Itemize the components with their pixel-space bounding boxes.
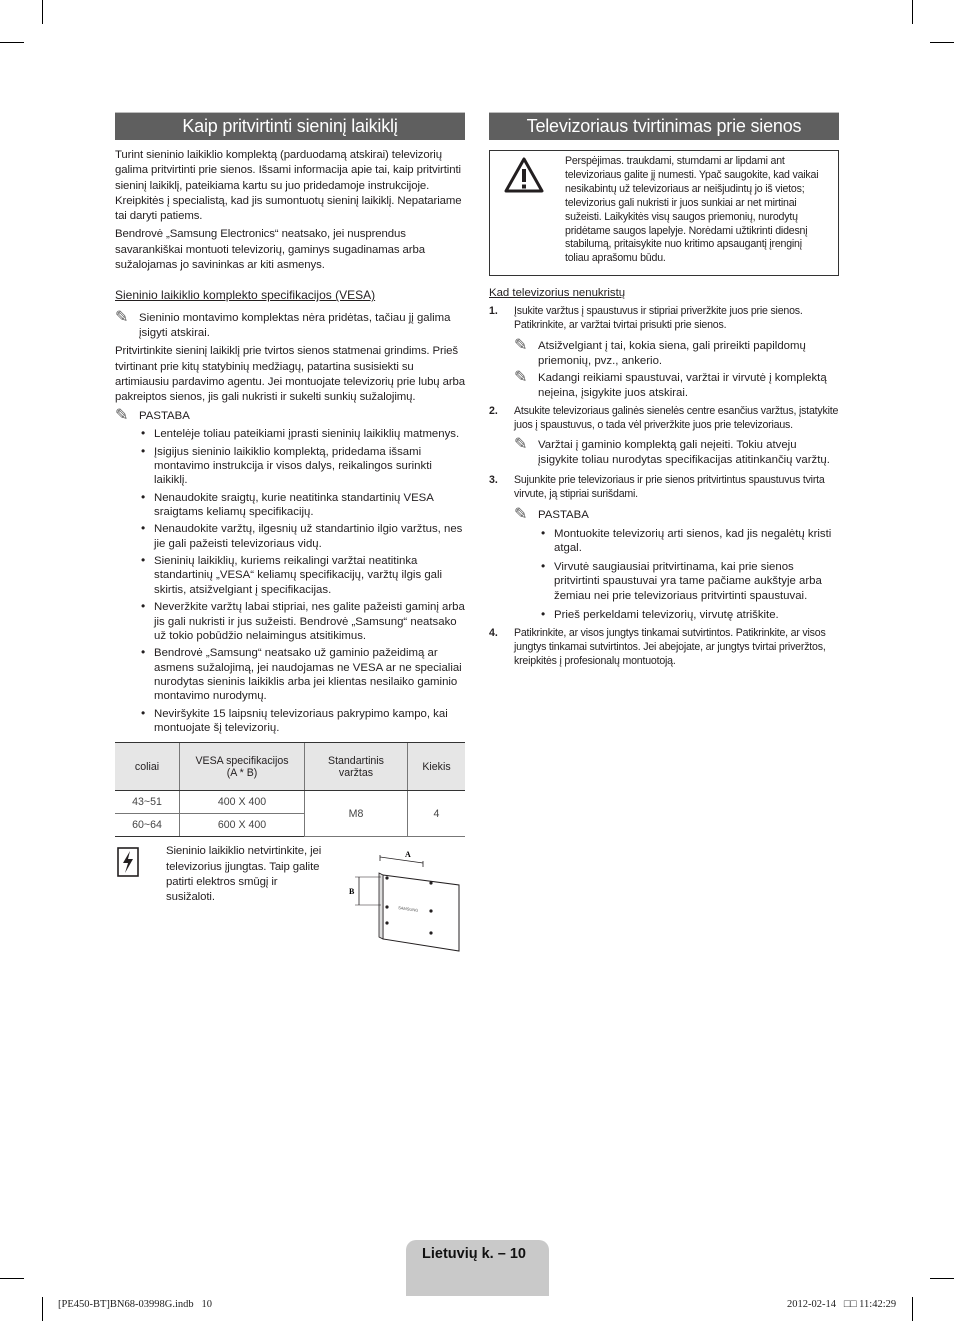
note-text: Varžtai į gaminio komplektą gali neįeiti. Tokiu atveju įsigykite toliau nurodytas specifikacijas atitinkančių varžtų. bbox=[538, 439, 830, 466]
note-text: Atsižvelgiant į tai, kokia siena, gali prireikti papildomų priemonių, pvz., ankerio. bbox=[538, 340, 806, 367]
section-title-wall-mount: Kaip pritvirtinti sieninį laikiklį bbox=[115, 112, 465, 140]
step-item bbox=[489, 473, 839, 622]
mounting-paragraph: Pritvirtinkite sieninį laikiklį prie tvirtos sienos statmenai grindims. Prieš tvirtinant prie kitų statybinių medžiagų, patartina susisiekti su artimiausiu pardavimo agentu. Jei montuojate televizorių prie lubų arba pakreiptos sienos, jis gali nukristi ir sukelti sunkių sužalojimų. bbox=[115, 345, 466, 404]
anti-fall-heading: Kad televizorius nenukristų bbox=[489, 287, 626, 299]
pencil-note-icon: ✎ bbox=[514, 337, 528, 354]
wall-mount-section bbox=[115, 112, 465, 967]
crop-mark bbox=[930, 42, 954, 43]
step-number: 1. bbox=[489, 305, 498, 317]
list-item: • Prieš perkeldami televizorių, virvutę atriškite. bbox=[554, 608, 839, 622]
list-item: • Neveržkite varžtų labai stipriai, nes galite pažeisti gaminį arba jis gali nukristi ir jus sužeisti. Bendrovė „Samsung“ neatsako už tokio pobūdžio nelaimingus atsitikimus. bbox=[154, 600, 465, 643]
pencil-note-icon: ✎ bbox=[514, 436, 528, 453]
list-item: • Įsigijus sieninio laikiklio komplektą, pridedama išsami montavimo instrukcija ir visos dalys, reikalingos surinkti laikiklį. bbox=[154, 445, 465, 488]
warning-triangle-icon bbox=[504, 157, 544, 193]
pencil-note-icon: ✎ bbox=[514, 369, 528, 386]
mounting-notes-list bbox=[115, 427, 465, 735]
crop-mark bbox=[42, 0, 43, 24]
table-header: Kiekis bbox=[408, 743, 466, 791]
footer-file-info: [PE450-BT]BN68-03998G.indb 10 bbox=[58, 1299, 212, 1310]
list-item: • Nenaudokite sraigtų, kurie neatitinka standartinių VESA sraigtams keliamų specifikacijų. bbox=[154, 491, 465, 520]
step-text: Sujunkite prie televizoriaus ir prie sienos pritvirtintus spaustuvus tvirta virvute, ją stipriai surišdami. bbox=[514, 474, 825, 500]
step-note-header bbox=[514, 508, 839, 523]
table-cell-vesa: 600 X 400 bbox=[180, 814, 305, 837]
step-note bbox=[514, 371, 839, 400]
anti-fall-steps bbox=[489, 304, 839, 668]
pencil-note-icon: ✎ bbox=[514, 506, 528, 523]
step-note bbox=[514, 438, 839, 467]
table-cell-inch: 43~51 bbox=[115, 791, 180, 814]
crop-mark bbox=[912, 0, 913, 24]
step-item bbox=[489, 304, 839, 400]
table-cell-inch: 60~64 bbox=[115, 814, 180, 837]
section-title-wall-securing: Televizoriaus tvirtinimas prie sienos bbox=[489, 112, 839, 140]
intro-paragraph: Turint sieninio laikiklio komplektą (parduodamą atskirai) televizorių galima pritvirtinti prie sienos. Išsami informacija apie tai, kaip pritvirtinti sieninį laikiklį, pateikiama kartu su juo pridedamoje instrukcijoje. Kreipkitės į specialistą, kad jis sumontuotų sieninį laikiklį. Nepatariame tai daryti patiems. bbox=[115, 149, 462, 223]
crop-mark bbox=[912, 1297, 913, 1321]
pencil-note-icon: ✎ bbox=[115, 406, 129, 424]
caution-label: Perspėjimas. bbox=[565, 155, 624, 167]
step-text: Įsukite varžtus į spaustuvus ir stipriai priveržkite juos prie sienos. Patikrinkite, ar varžtai tvirtai prisukti prie sienos. bbox=[514, 305, 803, 331]
pencil-note-icon: ✎ bbox=[115, 309, 129, 327]
step-notes-list bbox=[514, 527, 839, 623]
wall-mount-diagram bbox=[343, 847, 463, 955]
step-text: Patikrinkite, ar visos jungtys tinkamai sutvirtintos. Patikrinkite, ar visos jungtys tinkamai sutvirtintos. Jei abejojate, ar jungtys tvirtai priveržtos, kreipkitės į profesionalų montuotoją. bbox=[514, 627, 826, 668]
crop-mark bbox=[0, 42, 24, 43]
disclaimer-paragraph: Bendrovė „Samsung Electronics“ neatsako, jei nusprendus savarankiškai montuoti televizorių, gaminys sugadinamas arba sužalojamas jo savininkas ar kiti asmenys. bbox=[115, 228, 425, 272]
crop-mark bbox=[930, 1278, 954, 1279]
table-cell-vesa: 400 X 400 bbox=[180, 791, 305, 814]
list-item: • Neviršykite 15 laipsnių televizoriaus pakrypimo kampo, kai montuojate šį televizorių. bbox=[154, 707, 465, 736]
shock-warning-text: Sieninio laikiklio netvirtinkite, jei televizorius įjungtas. Taip galite patirti elektros smūgį ir susižaloti. bbox=[166, 845, 322, 904]
diagram-label-a: A bbox=[405, 850, 411, 860]
table-row bbox=[115, 791, 465, 814]
list-item: • Lentelėje toliau pateikiami įprasti sieninių laikiklių matmenys. bbox=[154, 427, 465, 441]
shock-warning-block bbox=[115, 847, 465, 967]
step-number: 3. bbox=[489, 474, 498, 486]
table-header: coliai bbox=[115, 743, 180, 791]
vesa-spec-heading: Sieninio laikiklio komplekto specifikacijos (VESA) bbox=[115, 288, 376, 303]
step-number: 2. bbox=[489, 405, 498, 417]
list-item: • Nenaudokite varžtų, ilgesnių už standartinio ilgio varžtus, nes jie gali pažeisti televizoriaus vidų. bbox=[154, 522, 465, 551]
tv-wall-securing-section bbox=[489, 112, 839, 668]
list-item: • Montuokite televizorių arti sienos, kad jis negalėtų kristi atgal. bbox=[554, 527, 839, 556]
step-text: Atsukite televizoriaus galinės sienelės centre esančius varžtus, įstatykite juos į spaustuvus, o tada vėl priveržkite juos prie televizoriaus. bbox=[514, 405, 839, 431]
vesa-spec-table bbox=[115, 742, 465, 837]
note-text: Sieninio montavimo komplektas nėra pridėtas, tačiau jį galima įsigyti atskirai. bbox=[139, 312, 451, 339]
note-label: PASTABA bbox=[139, 409, 190, 422]
page-label: Lietuvių k. – 10 bbox=[422, 1246, 526, 1262]
note-header bbox=[115, 406, 465, 424]
crop-mark bbox=[42, 1297, 43, 1321]
list-item: • Bendrovė „Samsung“ neatsako už gaminio pažeidimą ar asmens sužalojimą, jei naudojamas ne VESA ar ne specialiai nurodytas sieninis laikiklis arba jei klientas nesilaiko gaminio montavimo nurodymų. bbox=[154, 646, 465, 703]
caution-box bbox=[489, 150, 839, 276]
caution-text bbox=[565, 155, 825, 266]
step-note bbox=[514, 339, 839, 368]
note-kit-not-included bbox=[115, 311, 465, 340]
footer-timestamp: 2012-02-14 □□ 11:42:29 bbox=[787, 1299, 897, 1310]
table-header: VESA specifikacijos (A * B) bbox=[180, 743, 305, 791]
note-label: PASTABA bbox=[538, 509, 589, 521]
table-header: Standartinis varžtas bbox=[305, 743, 408, 791]
table-cell-qty: 4 bbox=[408, 791, 466, 837]
step-number: 4. bbox=[489, 627, 498, 640]
crop-mark bbox=[0, 1278, 24, 1279]
caution-body: traukdami, stumdami ar lipdami ant televizoriaus galite jį numesti. Ypač saugokite, kad vaikai nesikabintų už televizoriaus ar neišjudintų jo iš vietos; televizorius gali nukristi ir juos sunkiai ar net mirtinai sužeisti. Laikykitės visų saugos priemonių, nurodytų pridėtame saugos lapelyje. Norėdami užtikrinti didesnį stabilumą, pritaisykite nuo kritimo apsaugantį įrenginį toliau aprašomu būdu. bbox=[565, 155, 819, 265]
diagram-logo: SAMSUNG bbox=[397, 905, 419, 914]
list-item: • Sieninių laikiklių, kuriems reikalingi varžtai neatitinka standartinių „VESA“ keliamų specifikacijų, varžtų ilgis gali skirtis, atsižvelgiant į specifikacijas. bbox=[154, 554, 465, 597]
diagram-label-b: B bbox=[349, 887, 355, 897]
table-cell-screw: M8 bbox=[305, 791, 408, 837]
list-item: • Virvutė saugiausiai pritvirtinama, kai prie sienos pritvirtinti spaustuvai yra tame pačiame aukštyje arba žemiau nei prie televizoriaus pritvirtinti spaustuvai. bbox=[554, 560, 839, 603]
step-item bbox=[489, 404, 839, 467]
page-number-tab bbox=[406, 1240, 549, 1296]
electric-shock-icon bbox=[117, 847, 139, 877]
note-text: Kadangi reikiami spaustuvai, varžtai ir virvutė į komplektą neįeina, įsigykite juos atskirai. bbox=[538, 372, 827, 399]
step-item bbox=[489, 626, 839, 668]
